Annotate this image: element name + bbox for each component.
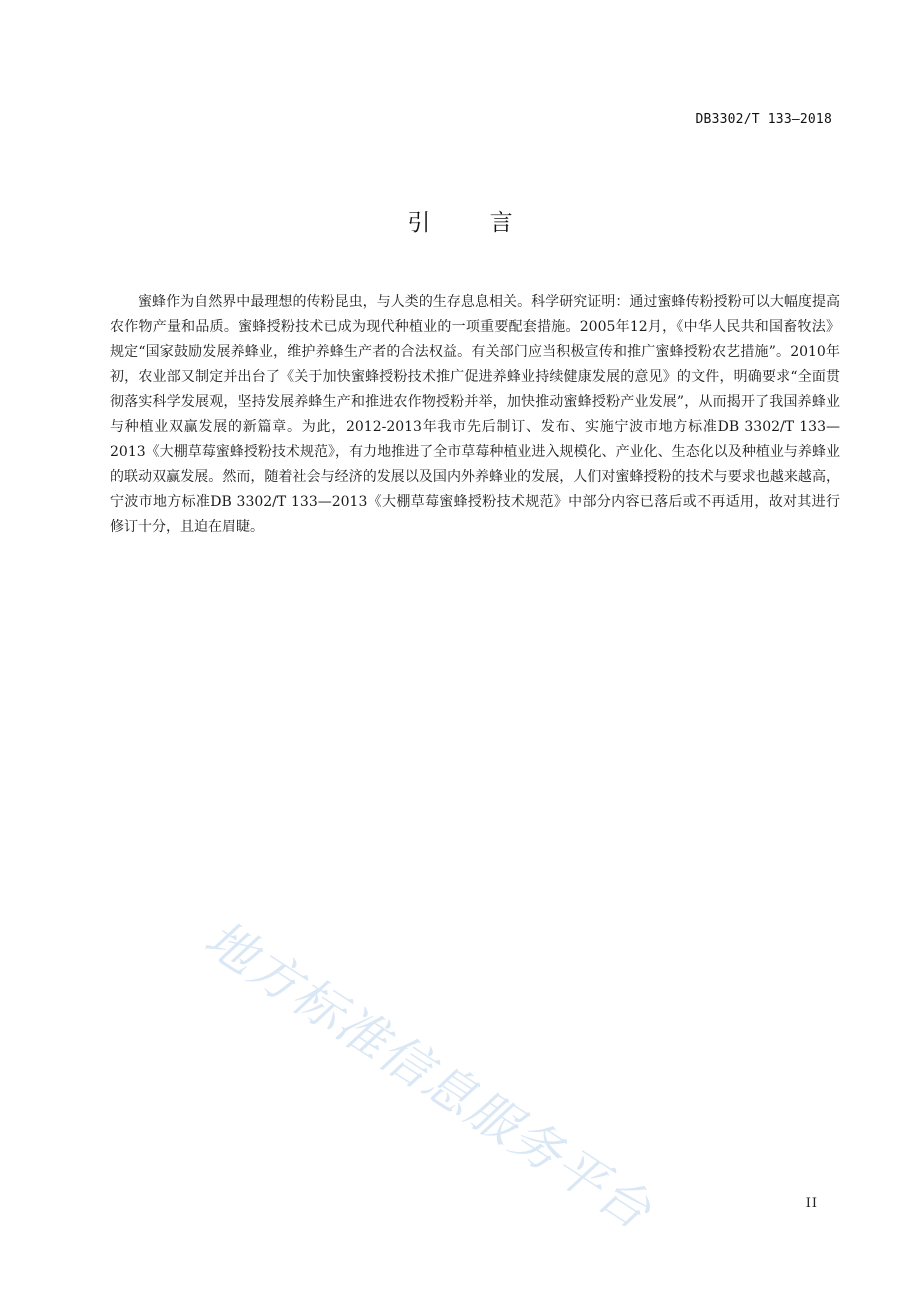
- standard-code: DB3302/T 133—2018: [695, 112, 832, 127]
- introduction-paragraph: 蜜蜂作为自然界中最理想的传粉昆虫，与人类的生存息息相关。科学研究证明：通过蜜蜂传粉授粉可以大幅度提高农作物产量和品质。蜜蜂授粉技术已成为现代种植业的一项重要配套措施。2005年12月，《中华人民共和国畜牧法》规定“国家鼓励发展养蜂业，维护养蜂生产者的合法权益。有关部门应当积极宣传和推广蜜蜂授粉农艺措施”。2010年初，农业部又制定并出台了《关于加快蜜蜂授粉技术推广促进养蜂业持续健康发展的意见》的文件，明确要求“全面贯彻落实科学发展观，坚持发展养蜂生产和推进农作物授粉并举，加快推动蜜蜂授粉产业发展”，从而揭开了我国养蜂业与种植业双赢发展的新篇章。为此，2012-2013年我市先后制订、发布、实施宁波市地方标准DB 3302/T 133—2013《大棚草莓蜜蜂授粉技术规范》，有力地推进了全市草莓种植业进入规模化、产业化、生态化以及种植业与养蜂业的联动双赢发展。然而，随着社会与经济的发展以及国内外养蜂业的发展，人们对蜜蜂授粉的技术与要求也越来越高，宁波市地方标准DB 3302/T 133—2013《大棚草莓蜜蜂授粉技术规范》中部分内容已落后或不再适用，故对其进行修订十分，且迫在眉睫。: [110, 294, 840, 535]
- watermark: 地方标准信息服务平台: [194, 909, 663, 1242]
- page-number: II: [805, 1196, 818, 1211]
- section-title: 引 言: [407, 210, 539, 236]
